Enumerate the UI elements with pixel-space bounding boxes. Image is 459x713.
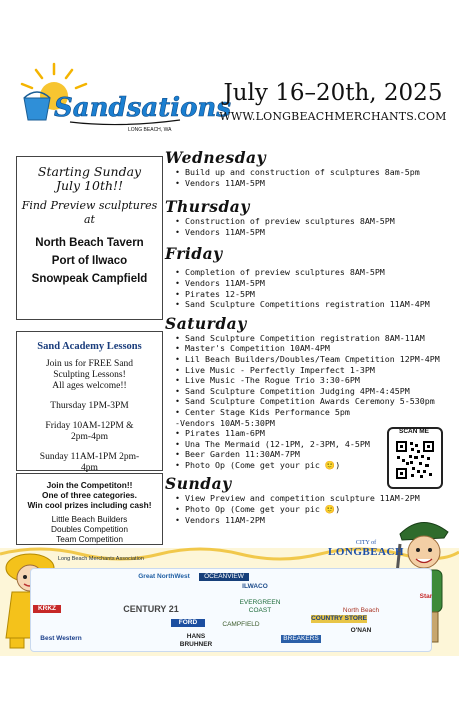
academy-intro-line: Sculpting Lessons!	[53, 370, 126, 380]
day-heading-wednesday: Wednesday	[165, 148, 267, 167]
preview-at-line: at	[84, 213, 95, 226]
schedule-item: • Sand Sculpture Competition Awards Ceremony 5-530pm	[175, 396, 435, 407]
sponsor-logo: KRKZ	[33, 605, 61, 613]
schedule-item: • Completion of preview sculptures 8AM-5PM	[175, 267, 385, 278]
preview-start-line: Starting Sunday	[37, 164, 142, 179]
competition-category: Little Beach Builders	[51, 514, 128, 524]
qr-code-icon[interactable]	[395, 440, 435, 480]
sponsor-logo: CENTURY 21	[123, 604, 179, 614]
qr-scan-label: SCAN ME	[399, 428, 429, 435]
schedule-item: • Construction of preview sculptures 8AM-5PM	[175, 216, 395, 227]
academy-intro-line: Join us for FREE Sand	[45, 359, 134, 369]
schedule-item: • Vendors 11AM-2PM	[175, 514, 265, 525]
sponsor-logo: North Beach	[342, 607, 380, 614]
logo-subtext: LONG BEACH, WA	[128, 127, 172, 133]
academy-sunday: Sunday 11AM-1PM 2pm-	[39, 452, 140, 462]
preview-sculptures-box	[16, 156, 163, 320]
schedule-item: • Lil Beach Builders/Doubles/Team Cmpetition 12PM-4PM	[175, 353, 440, 364]
day-heading-thursday: Thursday	[165, 197, 250, 217]
academy-friday: 2pm-4pm	[71, 432, 108, 442]
sponsor-logo: FORD	[171, 619, 205, 627]
location-port-of-ilwaco: Port of Ilwaco	[51, 255, 128, 267]
schedule-item: • Center Stage Kids Performance 5pm	[175, 406, 350, 417]
sponsor-logo: BREAKERS	[281, 635, 321, 643]
schedule-item: • Photo Op (Come get your pic 🙂)	[175, 459, 341, 470]
competition-category: Team Competition	[56, 534, 123, 544]
academy-friday: Friday 10AM-12PM &	[45, 421, 134, 431]
sand-academy-box	[16, 331, 163, 471]
academy-thursday: Thursday 1PM-3PM	[50, 401, 129, 411]
sponsor-logo: HANS BRUHNER	[179, 633, 213, 648]
sponsor-logo: ILWACO	[242, 583, 268, 590]
competition-headline: One of three categories.	[42, 490, 137, 500]
schedule-item: • Pirates 11am-6PM	[175, 428, 265, 439]
schedule-item: • Live Music -The Rogue Trio 3:30-6PM	[175, 375, 360, 386]
schedule-item: • Pirates 12-5PM	[175, 288, 255, 299]
sponsor-logo: Best Western	[40, 635, 82, 642]
academy-title: Sand Academy Lessons	[37, 341, 142, 352]
location-north-beach-tavern: North Beach Tavern	[35, 237, 144, 249]
schedule-item: • Sand Sculpture Competitions registration 11AM-4PM	[175, 299, 430, 310]
schedule-item: • View Preview and competition sculpture 11AM-2PM	[175, 493, 420, 504]
sponsor-logo: OCEANVIEW	[199, 573, 249, 581]
logo-text: Sandsations	[54, 93, 231, 123]
competition-category: Doubles Competition	[50, 524, 129, 534]
schedule-item: • Build up and construction of sculptures 8am-5pm	[175, 167, 420, 177]
schedule-item: • Live Music - Perfectly Imperfect 1-3PM	[175, 364, 375, 375]
qr-code-box[interactable]	[387, 427, 443, 489]
schedule-item: • Una The Mermaid (12-1PM, 2-3PM, 4-5PM	[175, 438, 370, 449]
location-snowpeak-campfield: Snowpeak Campfield	[31, 273, 148, 285]
academy-sunday: 4pm	[81, 463, 98, 473]
academy-intro-line: All ages welcome!!	[52, 381, 127, 391]
sponsor-logo: CAMPFIELD	[222, 621, 260, 628]
sponsor-logo: Great NorthWest	[138, 573, 190, 580]
sponsor-logo: COUNTRY STORE	[311, 615, 367, 622]
sponsor-logo: O'NAN	[350, 627, 372, 634]
sandsations-logo	[10, 58, 231, 138]
sponsor-logo: Star	[419, 593, 433, 600]
website-link[interactable]: WWW.LONGBEACHMERCHANTS.COM	[219, 110, 447, 123]
competition-headline: Join the Competiton!!	[46, 480, 133, 490]
day-heading-saturday: Saturday	[165, 313, 247, 333]
day-heading-friday: Friday	[165, 244, 223, 264]
schedule-item: • Vendors 11AM-5PM	[175, 177, 265, 188]
schedule-item: -Vendors 10AM-5:30PM	[175, 417, 275, 428]
schedule-item: • Sand Sculpture Competition registration 8AM-11AM	[175, 332, 425, 343]
schedule-item: • Vendors 11AM-5PM	[175, 226, 265, 237]
event-date-range: July 16–20th, 2025	[223, 80, 443, 106]
schedule-item: • Vendors 11AM-5PM	[175, 277, 265, 288]
schedule-item: • Master's Competition 10AM-4PM	[175, 343, 330, 354]
preview-date-line: July 10th!!	[55, 178, 124, 193]
merchants-association-label: Long Beach Merchants Association	[58, 556, 144, 562]
sponsor-logos	[30, 568, 432, 652]
competition-headline: Win cool prizes including cash!	[27, 500, 152, 510]
schedule-item: • Photo Op (Come get your pic 🙂)	[175, 504, 341, 515]
sponsor-logo: EVERGREEN COAST	[239, 599, 281, 614]
schedule-item: • Sand Sculpture Competition Judging 4PM-4:45PM	[175, 385, 410, 396]
competition-box	[16, 473, 163, 545]
preview-find-line: Find Preview sculptures	[21, 199, 158, 212]
city-of-long-beach-logo: CITY of LONGBEACH	[327, 540, 404, 558]
day-heading-sunday: Sunday	[165, 474, 232, 494]
schedule-item: • Beer Garden 11:30AM-7PM	[175, 449, 300, 460]
